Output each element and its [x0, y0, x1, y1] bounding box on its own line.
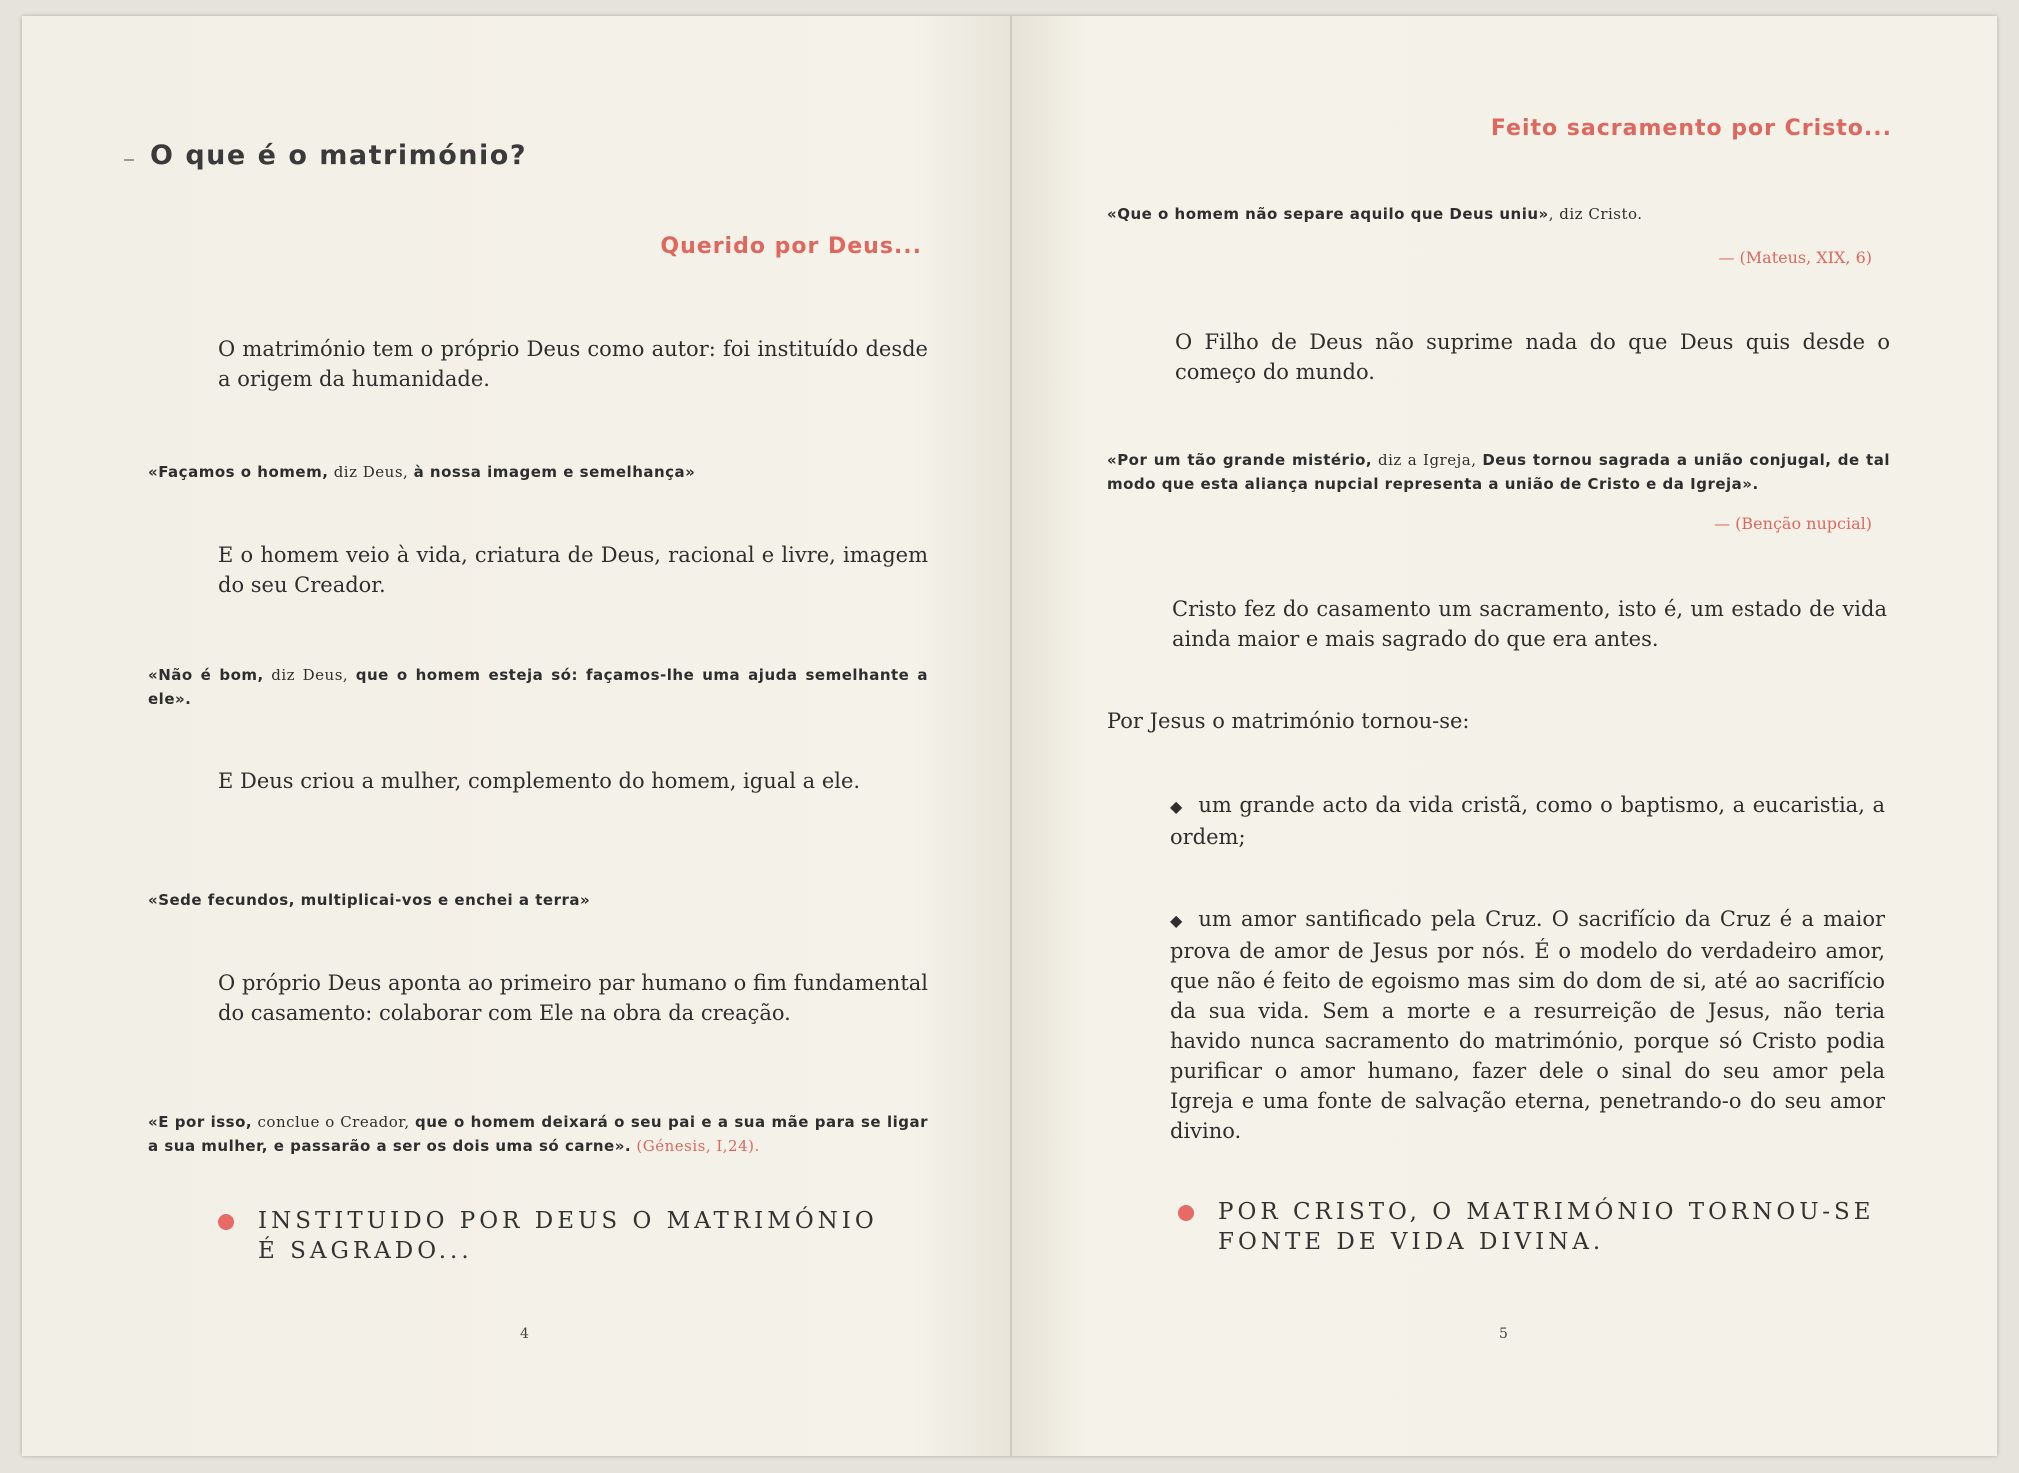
- right-paragraph-2: Cristo fez do casamento um sacramento, isto é, um estado de vida ainda maior e mais sagrado do que era antes.: [1172, 597, 1887, 651]
- quote-1-part-c: à nossa imagem e semelhança»: [413, 463, 696, 481]
- left-paragraph-1: O matrimónio tem o próprio Deus como autor: foi instituído desde a origem da humanidade.: [218, 337, 928, 391]
- left-conclusion-line-2: É SAGRADO...: [258, 1238, 473, 1264]
- left-quote-4: [148, 1110, 928, 1158]
- right-paragraph-1: O Filho de Deus não suprime nada do que Deus quis desde o começo do mundo.: [1175, 330, 1890, 384]
- right-list-item-2: [1170, 904, 1885, 1146]
- right-paragraph-3: Por Jesus o matrimónio tornou-se:: [1107, 709, 1470, 733]
- left-conclusion: [258, 1206, 938, 1266]
- right-list-item-2-text: um amor santificado pela Cruz. O sacrifício da Cruz é a maior prova de amor de Jesus por nós. É o modelo do verdadeiro amor, que não é feito de egoismo mas sim do dom de si, até ao sacrifício da sua vida. Sem a morte e a resurreição de Jesus, não teria havido nunca sacramento do matrimónio, porque só Cristo podia purificar o amor humano, fazer dele o sinal do seu amor pela Igreja e uma fonte de salvação eterna, penetrando-o do seu amor divino.: [1170, 907, 1885, 1143]
- right-quote-1-part-a: «Que o homem não separe aquilo que Deus uniu»: [1107, 205, 1549, 223]
- diamond-bullet-icon: ◆: [1170, 911, 1183, 930]
- quote-1-part-a: «Façamos o homem,: [148, 463, 329, 481]
- left-paragraph-3: E Deus criou a mulher, complemento do homem, igual a ele.: [218, 769, 861, 793]
- booklet-spread: [22, 16, 1997, 1456]
- left-quote-1: [148, 460, 928, 484]
- right-page: [1012, 16, 1997, 1456]
- right-list-item-1-text: um grande acto da vida cristã, como o baptismo, a eucaristia, a ordem;: [1170, 793, 1885, 849]
- left-quote-2: [148, 663, 928, 711]
- right-quote-2-part-c: Deus tornou sagrada a união conjugal, de tal modo que esta aliança nupcial representa a união de Cristo e da Igreja».: [1107, 451, 1890, 493]
- left-paragraph-2: E o homem veio à vida, criatura de Deus, racional e livre, imagem do seu Creador.: [218, 543, 928, 597]
- page-number-left: 4: [520, 1326, 529, 1342]
- right-quote-1: [1107, 202, 1887, 226]
- left-subtitle: Querido por Deus...: [660, 234, 922, 259]
- quote-2-part-c: que o homem esteja só: façamos-lhe uma ajuda semelhante a ele».: [148, 666, 928, 708]
- right-conclusion-line-1: POR CRISTO, O MATRIMÓNIO TORNOU-SE: [1218, 1199, 1875, 1225]
- dash-mark: [124, 159, 134, 161]
- page-number-right: 5: [1499, 1326, 1508, 1342]
- quote-2-part-a: «Não é bom,: [148, 666, 264, 684]
- right-quote-1-part-b: , diz Cristo.: [1548, 205, 1643, 223]
- quote-4-part-a: «E por isso,: [148, 1113, 253, 1131]
- mateus-reference: — (Mateus, XIX, 6): [1718, 248, 1872, 267]
- quote-4-part-c: que o homem deixará o seu pai e a sua mãe para se ligar a sua mulher, e passarão a ser os dois uma só carne».: [148, 1113, 928, 1155]
- left-conclusion-line-1: INSTITUIDO POR DEUS O MATRIMÓNIO: [258, 1208, 878, 1234]
- left-paragraph-4: O próprio Deus aponta ao primeiro par humano o fim fundamental do casamento: colaborar com Ele na obra da creação.: [218, 971, 928, 1025]
- bencao-reference: — (Benção nupcial): [1714, 514, 1872, 533]
- left-page-title: O que é o matrimónio?: [150, 140, 527, 171]
- quote-1-part-b: diz Deus,: [328, 463, 414, 481]
- right-conclusion: [1218, 1197, 1898, 1257]
- quote-2-part-b: diz Deus,: [263, 666, 356, 684]
- red-bullet-icon: [218, 1214, 234, 1230]
- right-quote-2-part-a: «Por um tão grande mistério,: [1107, 451, 1373, 469]
- right-conclusion-line-2: FONTE DE VIDA DIVINA.: [1218, 1229, 1605, 1255]
- left-page: [22, 16, 1012, 1456]
- red-bullet-icon: [1178, 1205, 1194, 1221]
- right-quote-2: [1107, 448, 1890, 496]
- genesis-reference: (Génesis, I,24).: [631, 1137, 760, 1155]
- diamond-bullet-icon: ◆: [1170, 797, 1183, 816]
- right-list-item-1: [1170, 790, 1885, 852]
- right-quote-2-part-b: diz a Igreja,: [1372, 451, 1483, 469]
- left-quote-3: «Sede fecundos, multiplicai-vos e enchei a terra»: [148, 891, 591, 909]
- right-page-title: Feito sacramento por Cristo...: [1490, 116, 1892, 141]
- quote-4-part-b: conclue o Creador,: [252, 1113, 416, 1131]
